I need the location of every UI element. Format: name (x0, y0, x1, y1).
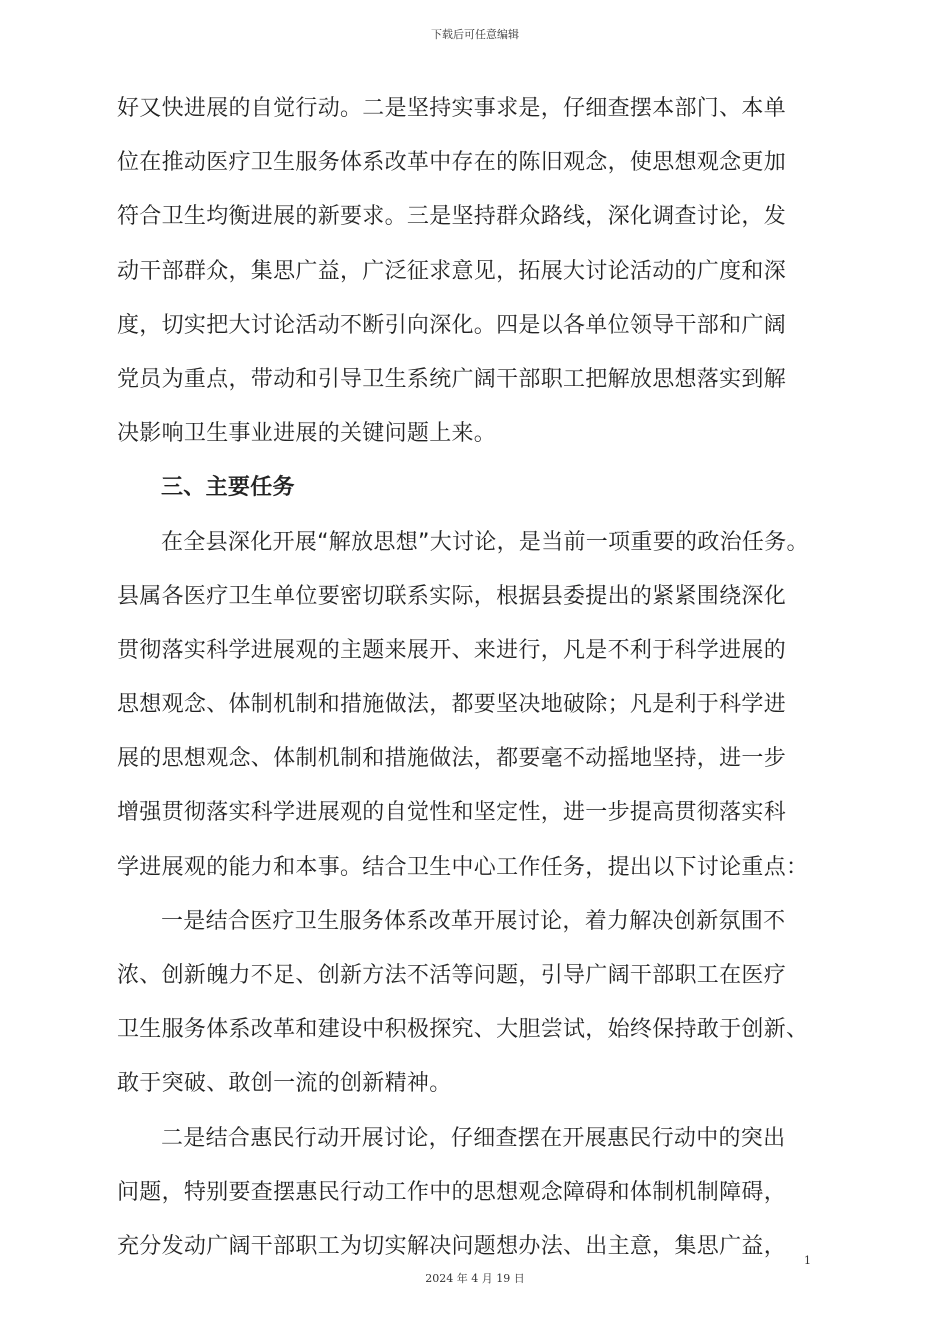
text-line: 充分发动广阔干部职工为切实解决问题想办法、出主意，集思广益， (117, 1233, 787, 1259)
text-line: 问题，特别要查摆惠民行动工作中的思想观念障碍和体制机制障碍， (117, 1179, 787, 1205)
text-line: 学进展观的能力和本事。结合卫生中心工作任务，提出以下讨论重点： (117, 854, 809, 880)
text-line: 增强贯彻落实科学进展观的自觉性和坚定性，进一步提高贯彻落实科 (117, 800, 787, 826)
footer-date: 2024 年 4 月 19 日 (425, 1272, 525, 1285)
text-line: 敢于突破、敢创一流的创新精神。 (117, 1071, 452, 1097)
text-line: 贯彻落实科学进展观的主题来展开、来进行，凡是不利于科学进展的 (117, 637, 787, 663)
document-body (117, 82, 829, 1274)
text-line: 好又快进展的自觉行动。二是坚持实事求是，仔细查摆本部门、本单 (117, 96, 787, 121)
text-line: 位在推动医疗卫生服务体系改革中存在的陈旧观念，使思想观念更加 (117, 150, 787, 176)
page-header: 下载后可任意编辑 (431, 28, 519, 41)
text-line: 符合卫生均衡进展的新要求。三是坚持群众路线，深化调查讨论，发 (117, 204, 787, 230)
section-heading: 三、主要任务 (161, 475, 295, 501)
text-line: 度，切实把大讨论活动不断引向深化。四是以各单位领导干部和广阔 (117, 312, 787, 338)
text-line: 思想观念、体制机制和措施做法，都要坚决地破除；凡是利于科学进 (117, 692, 787, 718)
text-line: 卫生服务体系改革和建设中积极探究、大胆尝试，始终保持敢于创新、 (117, 1017, 809, 1043)
text-line: 浓、创新魄力不足、创新方法不活等问题，引导广阔干部职工在医疗 (117, 963, 787, 988)
text-line: 二是结合惠民行动开展讨论，仔细查摆在开展惠民行动中的突出 (161, 1125, 786, 1151)
page-number: 1 (804, 1254, 811, 1267)
text-line: 决影响卫生事业进展的关键问题上来。 (117, 421, 497, 447)
text-line: 展的思想观念、体制机制和措施做法，都要毫不动摇地坚持，进一步 (117, 746, 787, 772)
text-line: 一是结合医疗卫生服务体系改革开展讨论，着力解决创新氛围不 (161, 908, 786, 934)
text-line: 党员为重点，带动和引导卫生系统广阔干部职工把解放思想落实到解 (117, 366, 787, 392)
text-line: 动干部群众，集思广益，广泛征求意见，拓展大讨论活动的广度和深 (117, 258, 787, 284)
text-line: 县属各医疗卫生单位要密切联系实际，根据县委提出的紧紧围绕深化 (117, 583, 787, 609)
text-line: 在全县深化开展“解放思想”大讨论，是当前一项重要的政治任务。 (161, 529, 809, 555)
